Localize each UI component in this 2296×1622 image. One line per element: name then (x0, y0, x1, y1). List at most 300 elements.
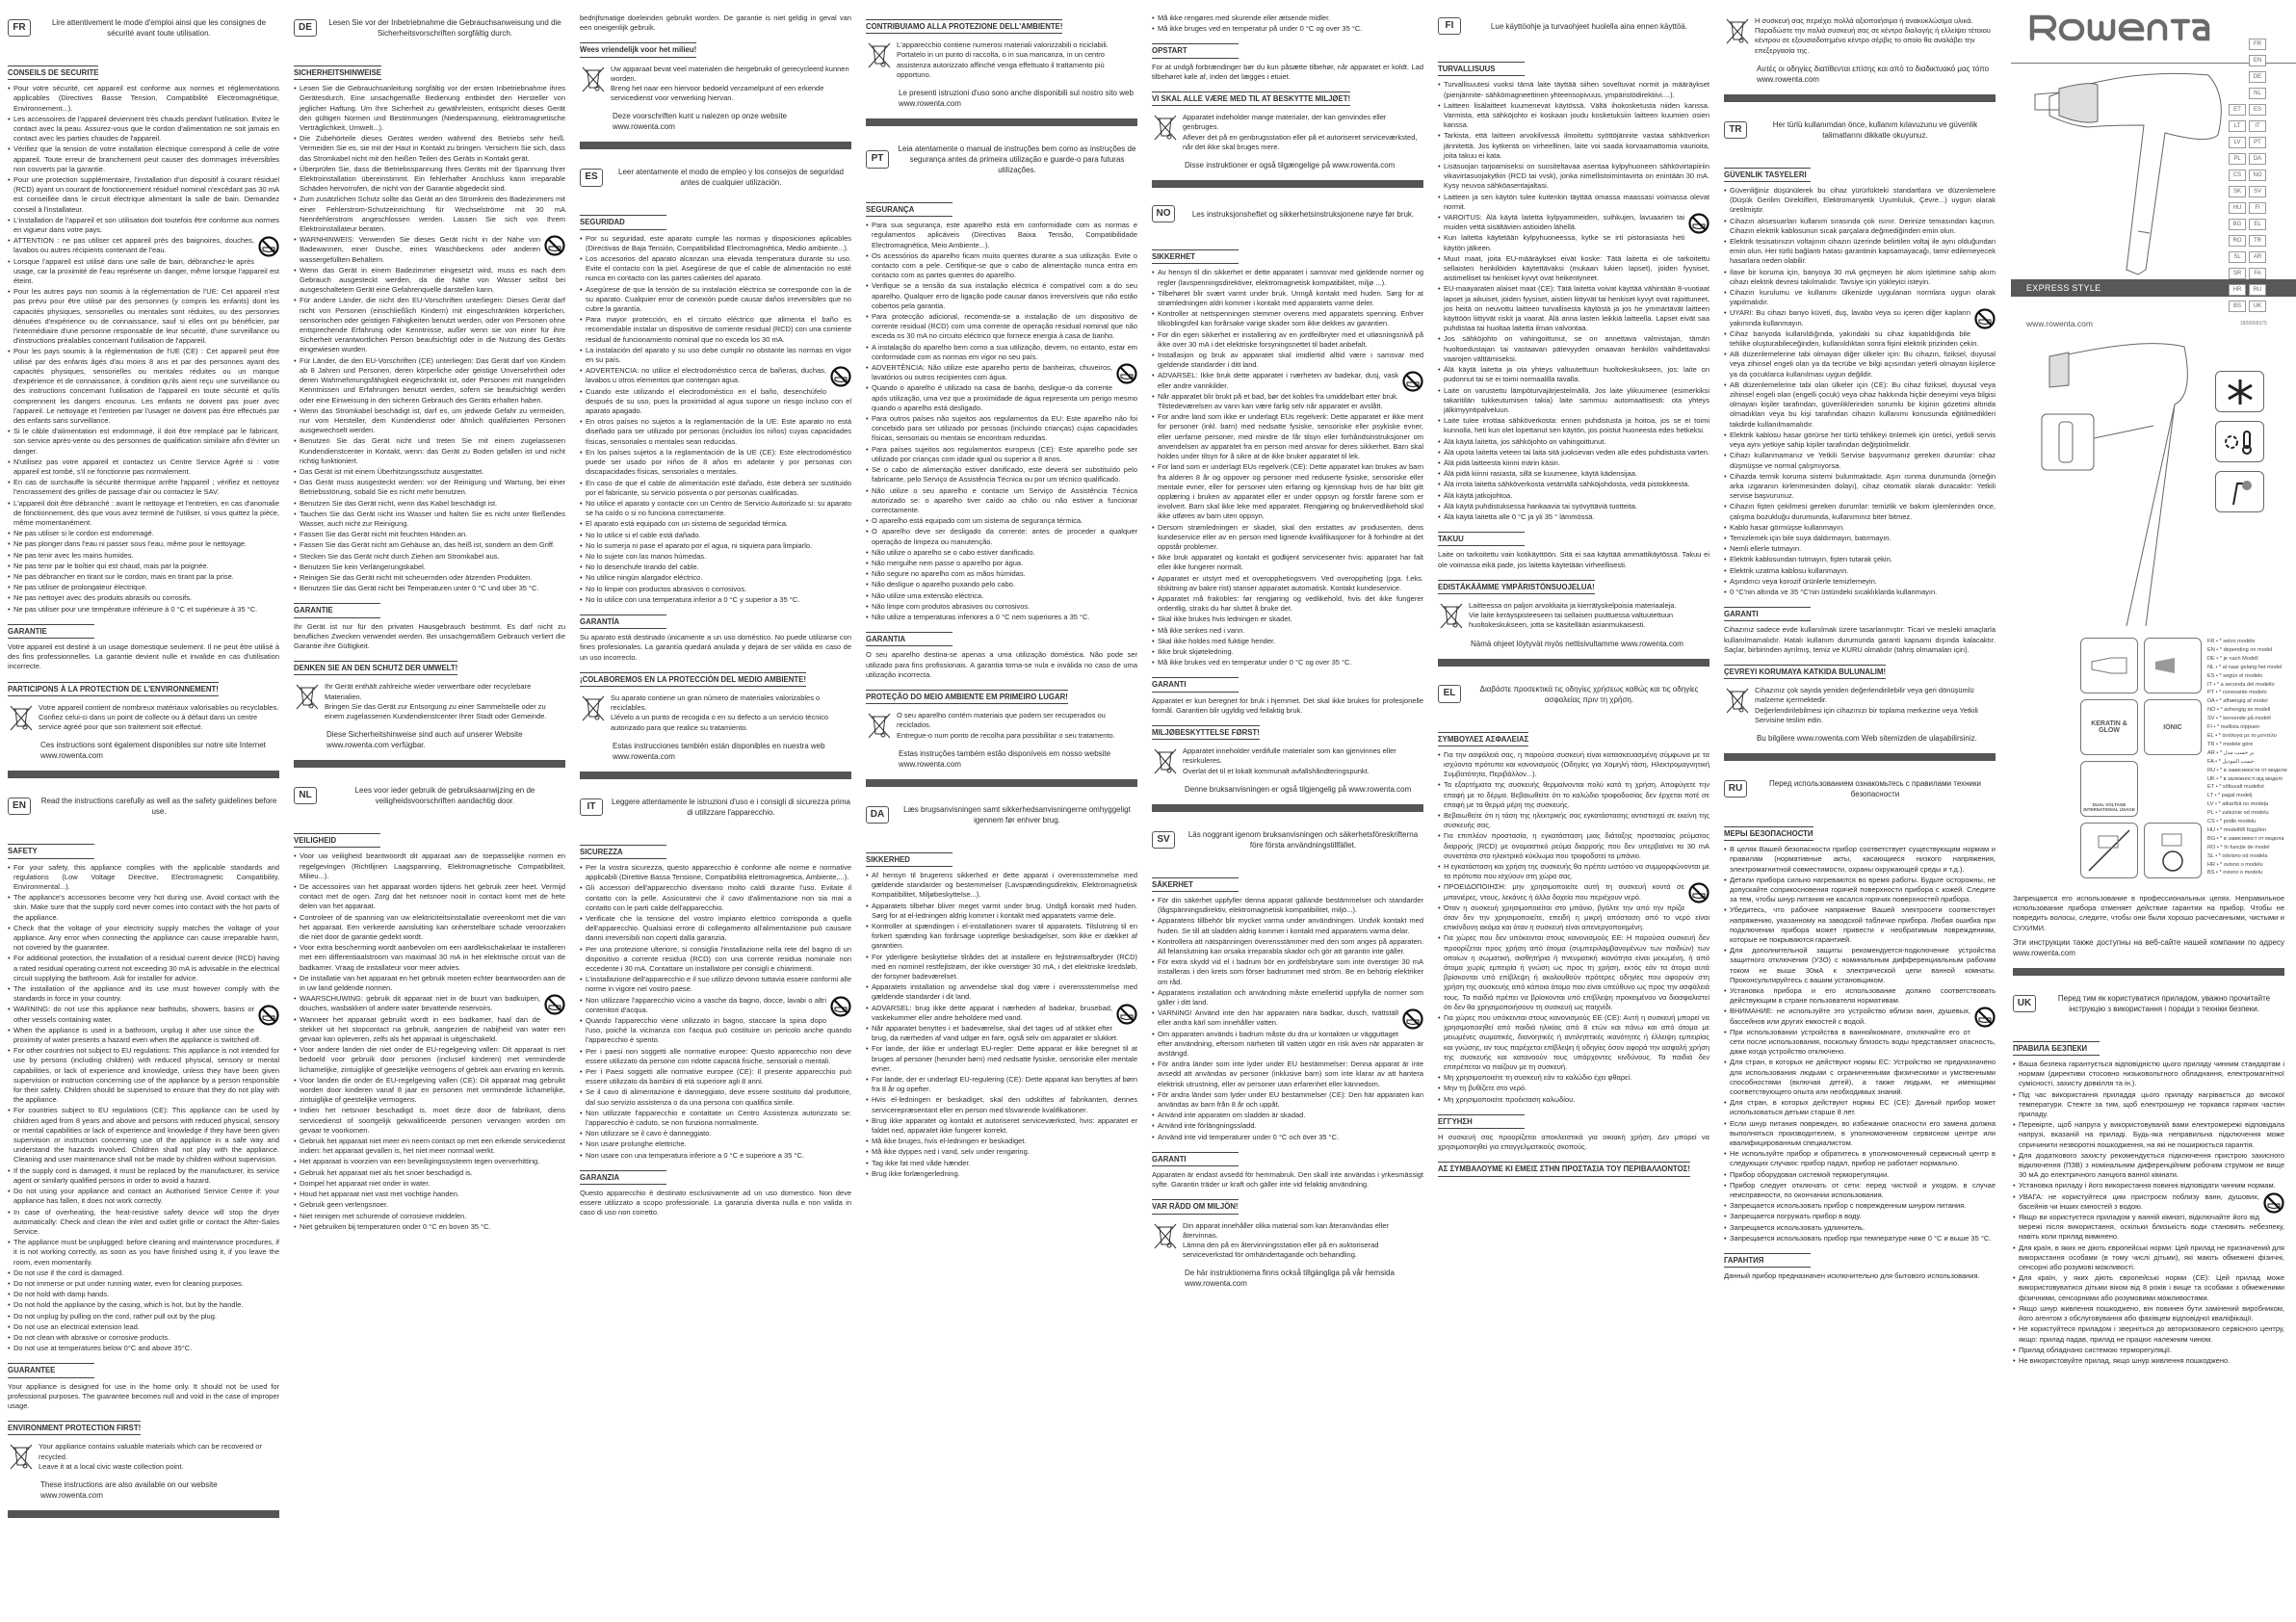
website-notice: These instructions are also available on our website www.rowenta.com (40, 1479, 218, 1500)
list-item-text: Laitteen lisälaitteet kuumenevat käytössä. Vältä ihokosketusta niiden kanssa. Varmista, että sähköjohto ei koskaan joudu kosketuksiin laitteen kuumien osien kanssa. (1444, 100, 1709, 130)
list-item (1438, 469, 1709, 479)
section-divider-bar (8, 771, 279, 778)
language-intro (8, 796, 279, 817)
safety-list (1438, 80, 1709, 522)
list-item-text: Jos sähköjohto on vahingoittunut, se on annettava valmistajan, tämän huoltoedustajan tai vastaavan pätevyyden omaavan henkilön vaihdettavaksi vaarojen välttämiseksi. (1444, 334, 1709, 363)
list-item (8, 216, 279, 235)
list-item (2013, 1356, 2284, 1366)
intro-text: Läs noggrant igenom bruksanvisningen och säkerhetsföreskrifterna före första användningstillfället. (1187, 829, 1419, 850)
language-badge: TR (1724, 121, 1747, 139)
language-index-item[interactable]: DA (2249, 153, 2266, 165)
list-item-text: No lo desenchufe tirando del cable. (586, 562, 699, 572)
list-item (2013, 1304, 2284, 1323)
list-item-text: En caso de que el cable de alimentación esté dañado, éste deberá ser sustituido por el fabricante, su servicio posventa o por personas cualificadas. (586, 478, 851, 497)
list-item (1724, 217, 1996, 236)
list-item-text: For other countries not subject to EU regulations: This appliance is not intended for use by persons (including children) with reduced physical, sensory or mental capabilities, or lack of experience and knowledge, unless they have been given supervision or instruction concerning use of the appliance by a person responsible for their safety. Children should be supervised to ensure that they do not play with the appliance. (13, 1046, 279, 1105)
list-item (866, 343, 1137, 362)
list-item-text: EU-maayaraten alaiset maat (CE): Tätä laitetta voivat käyttää vähintään 8-vuotiaat lapset ja aikuiset, joiden fyysiset, aistien liittyvät tai henkiset kyvyt ovat rajoittuneet, jos heitä on neuvottu laitteen turvallisesta käytöstä ja jos he ymmärtävät laitteen käyttöön liittyvät riskit ja vaarat. Älä anna lasten leikkiä laitteella. Lapset eivät saa puhdistaa tai huoltaa laitetta ilman valvontaa. (1444, 284, 1709, 333)
safety-list (866, 871, 1137, 1179)
language-index-item[interactable]: UK (2249, 301, 2266, 312)
list-item (1438, 416, 1709, 435)
intro-text: Leer atentamente el modo de empleo y los consejos de seguridad antes de cualquier utilización. (618, 168, 844, 188)
rowenta-logo (2028, 10, 2211, 42)
list-item (8, 1312, 279, 1321)
language-index-item[interactable]: NO (2249, 170, 2266, 181)
model-note: SV • * beroende på modell (2207, 716, 2271, 722)
list-item (866, 1169, 1137, 1179)
list-item-text: Må ikke rengøres med skurende eller ætsende midler. (1158, 13, 1331, 22)
list-item-text: ВНИМАНИЕ: не используйте это устройство вблизи ванн, душевых, бассейнов или других емкостей с водой. (1730, 1007, 1970, 1026)
language-index-item[interactable]: DE (2249, 71, 2266, 83)
list-item-text: Apparatet er utstyrt med et overopphetingsvern. Ved overoppheting (pga. f.eks. tilskitning av bakre rist) stanser apparatet automatisk. Kontakt kundeservice. (1158, 573, 1423, 592)
column-1 (8, 13, 279, 1612)
paragraph: Ihr Gerät ist nur für den privaten Hausgebrauch bestimmt. Es darf nicht zu beruflichen Zwecken verwendet werden. Bei unsachgemäßem Gebrauch verliert die Garantie ihre Gültigkeit. (294, 621, 565, 650)
section-heading-row (1152, 719, 1423, 744)
list-item (866, 1147, 1137, 1157)
weee-bin-icon (8, 1442, 35, 1471)
list-item-text: Do not use an electrical extension lead. (13, 1321, 140, 1331)
list-item-text: Запрещается использовать прибор с поврежденным шнуром питания. (1730, 1201, 1967, 1211)
list-item-text: Apparatets installation og anvendelse skal dog være i overensstemmelse med gældende standarder i dit land. (872, 982, 1137, 1002)
section-heading-row (8, 60, 279, 84)
list-item (580, 285, 851, 315)
language-index-item[interactable]: SK (2229, 186, 2246, 197)
list-item (8, 1300, 279, 1310)
list-item (1152, 351, 1423, 370)
language-badge: FR (8, 19, 31, 37)
recycling-line: Din apparat innehåller olika material som kan återanvändas eller återvinnas. (1183, 1220, 1389, 1240)
list-item (8, 1106, 279, 1164)
model-note: RU • * в зависимости от модели (2207, 767, 2287, 773)
list-item-text: Älä upota laitetta veteen tai laita sitä juoksevan veden alle edes puhdistusta varten. (1444, 447, 1709, 457)
list-item (580, 914, 851, 944)
language-index-item[interactable]: NL (2249, 88, 2266, 99)
list-item (1152, 1030, 1423, 1060)
no-bath-icon (258, 236, 279, 257)
list-item (1438, 1084, 1709, 1093)
list-item (1724, 308, 1996, 327)
list-item (8, 1269, 279, 1278)
section-divider-bar (294, 760, 565, 768)
language-index-item[interactable]: SR (2229, 268, 2246, 279)
list-item (866, 1159, 1137, 1168)
accessories-grid (2080, 638, 2202, 878)
list-item-text: Якщо шнур живлення пошкоджено, він повинен бути замінений виробником, його агентом з обслуговування або фахівцем відповідної кваліфікації. (2019, 1303, 2284, 1323)
list-item-text: İlave bir koruma için, banyoya 30 mA geçmeyen bir akım işletimine sahip akım cihazı elektrik devresi takılmalıdır. Tavsiye için yükleyici isteyin. (1730, 267, 1996, 286)
section-heading: GARANTI (1152, 1152, 1239, 1166)
recycling-line: Entregue-o num ponto de recolha para possibilitar o seu tratamento. (897, 730, 1115, 740)
list-item-text: Do not clean with abrasive or corrosive products. (13, 1332, 170, 1342)
list-item (8, 84, 279, 114)
list-item-text: Для стран, в которых действуют нормы ЕС (CE): Данный прибор может использоваться детьми старше 8 лет. (1730, 1098, 1996, 1117)
list-item (1438, 780, 1709, 810)
paragraph: For at undgå forbrændinger bør du kun påsætte tilbehør, når apparatet er koldt. Lad tilbehøret køle af, inden det lægges i etuiet. (1152, 62, 1423, 81)
list-item (1438, 437, 1709, 447)
keratin-glow-badge: KERATIN & GLOW (2080, 699, 2138, 755)
recycling-line: Apparatet inneholder verdifulle materialer som kan gjenvinnes eller resirkuleres. (1183, 746, 1396, 766)
language-index-item[interactable]: RO (2229, 235, 2246, 247)
list-item (1152, 658, 1423, 667)
intro-text: Перед тим як користуватися приладом, уважно прочитайте інструкцію з використання і поради з техніки безпеки. (2057, 993, 2271, 1013)
language-index-item[interactable]: IT (2249, 120, 2266, 132)
list-item-text: AB düzenlemelerine tabi olmayan diğer ülkeler için: Bu cihazın, fiziksel, duyusal veya zihinsel engeli olan ya da tecrübe ve bilgi açısından yeterli olmayan kişilerce ya da çocuklarca kullanılması uygun değildir. (1730, 350, 1996, 379)
list-item-text: No lo utilice con una temperatura inferior a 0 °C y superior a 35 °C. (586, 594, 800, 604)
list-item-text: Non utilizzate l'apparecchio e contattate un Centro Assistenza autorizzato se: l'apparecchio è caduto, se non funziona normalmente. (586, 1108, 851, 1128)
list-item-text: Τα εξαρτήματα της συσκευής θερμαίνονται πολύ κατά τη χρήση. Αποφύγετε την επαφή με το δέρμα. Βεβαιωθείτε ότι το καλώδιο τροφοδοσίας δεν έρχεται ποτέ σε επαφή με τα θερμά μέρη της συσκευής. (1444, 780, 1709, 809)
list-item (866, 580, 1137, 589)
language-index-item[interactable]: PL (2229, 153, 2246, 165)
language-index-item[interactable]: AR (2249, 251, 2266, 263)
intro-text: Read the instructions carefully as well as the safety guidelines before use. (40, 797, 277, 817)
list-item-text: Для країн, в яких не діють європейські норми: Цей прилад не призначений для використання особами (в тому числі дітьми), які мають обмежені фізичні, сенсорні або розумові можливості. (2019, 1243, 2284, 1272)
list-item (580, 1047, 851, 1066)
language-index-item[interactable]: RU (2249, 284, 2266, 296)
paragraph: Apparaten är endast avsedd för hemmabruk. Den skall inte användas i yrkesmässigt syfte. Garantin träder ur kraft och gäller inte vid felaktig användning. (1152, 1170, 1423, 1190)
list-item-text: 0 °C'nin altında ve 35 °C'nin üstündeki sıcaklıklarda kullanmayın. (1730, 587, 1938, 596)
website-notice: Deze voorschriften kunt u nalezen op onze website www.rowenta.com (613, 112, 787, 132)
safety-list (1152, 13, 1423, 34)
list-item-text: Se il cavo di alimentazione è danneggiato, deve essere sostituito dal produttore, dal suo servizio assistenza o da una persona con qualifica simile. (586, 1087, 851, 1107)
list-item (1152, 553, 1423, 572)
list-item (1724, 1058, 1996, 1097)
list-item (1438, 491, 1709, 501)
ionic-badge: IONIC (2144, 699, 2202, 755)
recycling-line: Vie laite keräyspisteeseen tai sellaisen puuttuessa valtuutettuun huoltokeskukseen, jotta se käsitellään asianmukaisesti. (1469, 611, 1674, 630)
language-badge: NL (294, 787, 317, 804)
list-item (1438, 101, 1709, 131)
language-index-item[interactable]: ET (2229, 104, 2246, 116)
list-item-text: Não limpe com produtos abrasivos ou corrosivos. (872, 601, 1031, 611)
list-item-text: Do not using your appliance and contact an Authorised Service Centre if: your appliance has fallen, it does not work correctly. (13, 1187, 279, 1206)
section-heading: SICHERHEITSHINWEISE (294, 65, 381, 80)
list-item (1724, 502, 1996, 521)
section-heading: PARTICIPONS À LA PROTECTION DE L'ENVIRONNEMENT! (8, 682, 219, 696)
list-item-text: Voor landen die onder de EU-regelgeving vallen (CE): Dit apparaat mag gebruikt worden door kinderen vanaf 8 jaar en personen met verminderde lichamelijke, zintuiglijke of geestelijke vermogens. (300, 1075, 565, 1105)
list-item-text: Cihazı kullanmamanız ve Yetkili Servise başvurmanız gereken durumlar: cihaz düşmüşse ve normal çalışmıyorsa. (1730, 451, 1996, 470)
list-item (1152, 412, 1423, 461)
list-item-text: No utilice ningún alargador eléctrico. (586, 573, 703, 583)
recycling-line: Su aparato contiene un gran número de materiales valorizables o reciclables. (611, 693, 821, 713)
list-item (1152, 957, 1423, 987)
list-item (1724, 1223, 1996, 1233)
list-item (1724, 1149, 1996, 1168)
list-item-text: Reinigen Sie das Gerät nicht mit scheuernden oder ätzenden Produkten. (300, 572, 533, 582)
list-item (866, 312, 1137, 342)
list-item (1438, 862, 1709, 881)
list-item (866, 871, 1137, 901)
list-item (1438, 480, 1709, 489)
list-item-text: For din egen sikkerhet er installering av en jordfeilbryter med et utløsningsnivå på ikke over 30 mA i det elektriske forsyningsnettet til badet anbefalt. (1158, 329, 1423, 349)
list-item-text: Do not use at temperatures below 0°C and above 35°C. (13, 1344, 193, 1353)
list-item-text: Stecken Sie das Gerät nicht durch Ziehen am Stromkabel aus. (300, 551, 500, 561)
list-item-text: ΠΡΟΕΙΔΟΠΟΙΗΣΗ: μην χρησιμοποιείτε αυτή τη συσκευή κοντά σε μπανιέρες, ντους, λεκάνες ή άλλα δοχεία που περιέχουν νερό. (1444, 882, 1684, 902)
list-item-text: Asegúrese de que la tensión de su instalación eléctrica se corresponde con la de su aparato. Cualquier error de conexión puede causar daños irreversibles que no cubre la garantía. (586, 284, 851, 314)
model-note: FA • * حسب الموديل (2207, 758, 2255, 765)
list-item-text: В целях Вашей безопасности прибор соответствует существующим нормам и правилам (нормативные акты, касающиеся низкого напряжения, электромагнитной совместимости, охраны окружающей среды и т.д.). (1730, 845, 1996, 874)
list-item-text: För andra länder som lyder under EU bestammelser (CE): Den här apparaten kan användas av barn från 8 år och uppåt. (1158, 1089, 1423, 1110)
list-item (1152, 647, 1423, 657)
list-item (866, 383, 1137, 413)
list-item-text: L'installation de l'appareil et son utilisation doit toutefois être conforme aux normes en vigueur dans votre pays. (13, 215, 279, 235)
model-note: FI • * mallista riippuen (2207, 724, 2260, 731)
list-item (580, 366, 851, 385)
website-notice: Denne bruksanvisningen er også tilgjengelig på www.rowenta.com (1185, 784, 1412, 794)
list-item-text: Όταν η συσκευή χρησιμοποιείται στο μπάνιο, βγάλτε την από την πρίζα όταν δεν την χρησιμοποιείτε, επειδή η μικρή απόσταση από το νερό είναι επικίνδυνη ακόμα και όταν η συσκευή είναι απενεργοποιημένη. (1444, 903, 1709, 932)
list-item (866, 902, 1137, 921)
list-item-text: The appliance's accessories become very hot during use. Avoid contact with the skin. Make sure that the supply cord never comes into contact with the hot parts of the appliance. (13, 893, 279, 922)
language-index-item[interactable]: FR (2249, 39, 2266, 50)
section-divider-bar (1152, 180, 1423, 188)
list-item-text: Do not hold with damp hands. (13, 1290, 110, 1299)
list-item-text: For andre land som ikke er underlagt EUs regelverk: Dette apparatet er ikke ment for personer (inkl. barn) med nedsatte fysiske, sensoriske eller psykiske evner, eller uerfarne personer, med mindre de får tilsyn eller forhåndsinstruksjoner om anvendelsen av apparatet fra en person med ansvar for deres sikkerhet. Barn skal holdes under tilsyn for å sikre at de ikke bruker apparatet til lek. (1158, 412, 1423, 461)
list-item-text: L'appareil doit être débranché : avant le nettoyage et l'entretien, en cas d'anomalie de fonctionnement, dès que vous avez terminé de l'utiliser, si vous quittez la pièce, même momentanément. (13, 498, 279, 527)
language-intro (1438, 17, 1709, 35)
section-divider-bar (1724, 753, 1996, 761)
list-item-text: ADVERTÊNCIA: Não utilize este aparelho perto de banheiras, chuveiros, lavatórios ou outros recipientes com água. (872, 363, 1112, 382)
language-index (2229, 39, 2266, 312)
recycling-line: Aflever det på en genbrugsstation eller på et autoriseret serviceværksted, når det ikke skal bruges mere. (1183, 132, 1418, 151)
list-item-text: Η εγκατάσταση και χρήση της συσκευής θα πρέπει ωστόσο να συμμορφώνονται με τα πρότυπα που ισχύουν στη χώρα σας. (1444, 862, 1709, 881)
weee-bin-icon (1152, 746, 1179, 775)
language-index-item[interactable]: EN (2249, 55, 2266, 66)
list-item (580, 1129, 851, 1138)
list-item (2013, 1213, 2284, 1243)
list-item-text: Якщо ви користуєтеся приладом у ванній кімнаті, відключайте його від мережі після використання, оскільки близькість води становить небезпеку, навіть коли прилад вимкнено. (2019, 1213, 2284, 1242)
section-heading: MILJØBESKYTTELSE FØRST! (1152, 725, 1260, 740)
list-item-text: VAROITUS: Älä käytä laitetta kylpyammeiden, suihkujen, lavuaarien tai muiden vettä sisältävien astioiden lähellä. (1444, 213, 1684, 232)
model-note: HR • * ovisno o modelu (2207, 861, 2263, 868)
list-item-text: УВАГА: не користуйтеся цим пристроєм поблизу ванн, душових, басейнів чи інших ємностей з водою. (2019, 1191, 2259, 1211)
list-item-text: No utilice el aparato y contacte con un Centro de Servicio Autorizado si: su aparato se ha caído o si no funciona correctamente. (586, 498, 851, 518)
recycling-line: O seu aparelho contém materiais que podem ser recuperados ou reciclados. (897, 711, 1106, 730)
list-item-text: Não desligue o aparelho puxando pelo cabo. (872, 580, 1015, 589)
list-item-text: Elektrik uzatma kablosu kullanmayın. (1730, 565, 1849, 575)
section-heading: ΕΓΓΥΗΣΗ (1438, 1114, 1525, 1129)
list-item (580, 1151, 851, 1161)
language-index-item[interactable]: PT (2249, 137, 2266, 148)
section-heading: GÜVENLIK TASYELERI (1724, 168, 1811, 182)
model-note: EN • * depending on model (2207, 646, 2273, 653)
language-index-item[interactable]: TR (2249, 235, 2266, 247)
list-item-text: Benutzen Sie kein Verlängerungskabel. (300, 562, 426, 571)
list-item (1724, 472, 1996, 502)
no-cord-wrap-thumb (2080, 823, 2138, 878)
list-item-text: Wanneer het apparaat gebruikt wordt in een badkamer, haal dan de stekker uit het stopcontact na gebruik, aangezien de nabijheid van water een gevaar kan opleveren, zelfs als het apparaat is uitgeschakeld. (300, 1014, 565, 1044)
language-index-item[interactable]: SV (2249, 186, 2266, 197)
list-item-text: Skal ikke brukes hvis ledningen er skadet. (1158, 615, 1292, 624)
list-item (1724, 288, 1996, 307)
hair-dryer-illustration (2030, 67, 2223, 279)
language-index-item[interactable]: EL (2249, 219, 2266, 230)
list-item-text: Μη χρησιμοποιείτε προέκταση καλωδίου. (1444, 1094, 1576, 1104)
list-item (8, 1208, 279, 1238)
list-item-text: Для стран, в которых не действуют нормы ЕС: Устройство не предназначено для использования людьми с ограниченными физическими и умственными способностями (включая детей), а также людьми, не имеющими соответствующего опыта или необходимых знаний. (1730, 1058, 1996, 1097)
list-item-text: Do not immerse or put under running water, even for cleaning purposes. (13, 1278, 244, 1288)
list-item (1438, 334, 1709, 364)
language-index-item[interactable]: LV (2229, 137, 2246, 148)
list-item-text: Ne pas utiliser pour une température inférieure à 0 °C et supérieure à 35 °C. (13, 604, 258, 614)
list-item-text: При использовании устройства в ваннойкомнате, отключайте его от сети после использования, поскольку близость воды представляет опасность, даже когда устройство отключено. (1730, 1027, 1996, 1057)
intro-text: Διαβάστε προσεκτικά τις οδηγίες χρήσεως καθώς και τις οδηγίες ασφαλείας πριν τη χρήση. (1479, 684, 1699, 704)
list-item (1152, 330, 1423, 350)
no-bath-icon (2263, 1192, 2284, 1214)
list-item-text: Gebruik geen verlengsnoer. (300, 1200, 389, 1210)
list-item-text: Hvis el-ledningen er beskadiget, skal den udskiftes af fabrikanten, dennes servicerepræsentant eller en person med tilsvarende kvalifikationer. (872, 1095, 1137, 1114)
language-index-item[interactable]: BS (2229, 301, 2246, 312)
list-item-text: Kontrollera att nätspänningen överensstämmer med den som anges på apparaten. All felanslutning kan orsaka irreparabla skador och gör att garantin inte gäller. (1158, 936, 1423, 955)
language-index-item[interactable]: FA (2249, 268, 2266, 279)
list-item (866, 516, 1137, 526)
intro-text: Her türlü kullanımdan önce, kullanım kılavuzunu ve güvenlik talimatlarını dikkatle okuyunuz. (1772, 119, 1978, 140)
list-item (1152, 392, 1423, 411)
section-heading: SIKKERHED (866, 852, 952, 867)
list-item (580, 945, 851, 975)
language-index-item[interactable]: ES (2249, 104, 2266, 116)
list-item-text: Nemli ellerle tutmayın. (1730, 544, 1802, 554)
list-item-text: Pour les autres pays non soumis à la réglementation de l'UE: Cet appareil n'est pas prévu pour être utilisé par des personnes (y compris les enfants) dont les capacités physiques, sensorielles ou mentales sont réduites, ou des personnes dénuées d'expérience ou de connaissance, sauf si elles ont pu bénéficier, par l'intermédiaire d'une personne responsable de leur sécurité, d'une surveillance ou d'instructions préalables concernant l'utilisation de l'appareil. (13, 287, 279, 346)
list-item (2013, 1192, 2284, 1212)
model-note: BS • * ovisno o modelu (2207, 870, 2262, 876)
list-item (294, 882, 565, 912)
recycling-line: Llévelo a un punto de recogida o en su defecto a un servicio técnico autorizado para que realice su tratamiento. (611, 713, 828, 732)
list-item (2013, 1181, 2284, 1190)
list-item (1152, 13, 1423, 23)
website-url[interactable]: www.rowenta.com (2026, 319, 2093, 328)
list-item-text: Benutzen Sie das Gerät nicht, wenn das Kabel beschädigt ist. (300, 498, 498, 508)
model-note: RO • * în funcție de model (2207, 844, 2270, 850)
list-item (294, 913, 565, 943)
column-7 (1724, 13, 1996, 1612)
language-index-item[interactable]: LT (2229, 120, 2246, 132)
recycling-line: Confiez celui-ci dans un point de collecte ou à défaut dans un centre service agréé pour que son traitement soit effectué. (39, 712, 258, 732)
list-item (8, 551, 279, 561)
list-item (294, 266, 565, 296)
website-notice: De här instruktionerna finns också tillgängliga på vår hemsida www.rowenta.com (1185, 1269, 1395, 1289)
list-item (1438, 193, 1709, 212)
language-badge: PT (866, 150, 889, 168)
list-item-text: Les accessoires de l'appareil deviennent très chauds pendant l'utilisation. Evitez le contact avec la peau. Assurez-vous que le cordon d'alimentation ne soit jamais en contact avec les parties chaudes de l'appareil. (13, 114, 279, 144)
no-bath-icon (544, 994, 565, 1015)
section-divider-bar (8, 1510, 279, 1518)
model-note: CS • * podle modelu (2207, 819, 2257, 825)
section-heading-row (580, 609, 851, 633)
list-item-text: Cihazda termik koruma sistemi bulunmaktadır. Aşırı ısınma durumunda (örneğin arka ızgaranın kirlenmesinden dolayı), cihaz otomatik olarak duracaktır: Yetkili servise başvurunuz. (1730, 471, 1996, 501)
list-item-text: Laite tulee irrottaa sähköverkosta: ennen puhdistusta ja hoitoa, jos se ei toimi kunnolla, heti kun olet lopettanut sen käytön, jos poistut huoneesta edes hetkeksi. (1444, 416, 1709, 435)
list-item (1724, 1234, 1996, 1243)
list-item-text: Не користуйтеся приладом і зверніться до авторизованого сервісного центру, якщо: прилад падав, прилад не працює належним чином. (2019, 1324, 2284, 1344)
list-item-text: En cas de surchauffe la sécurité thermique arrête l'appareil ; vérifiez et nettoyez l'encrassement des grilles de passage d'air ou contactez le SAV. (13, 478, 279, 497)
list-item (8, 144, 279, 174)
language-index-item[interactable]: HU (2229, 202, 2246, 214)
section-heading: GARANTÍA (580, 615, 666, 629)
language-badge: EN (8, 798, 31, 815)
section-heading: CONTRIBUIAMO ALLA PROTEZIONE DELL'AMBIENTE! (866, 19, 1062, 34)
list-item-text: Lorsque l'appareil est utilisé dans une salle de bain, débranchez-le après usage, car la proximité de l'eau représente un danger, même lorsque l'appareil est éteint. (13, 256, 279, 286)
section-heading-row (1438, 1109, 1709, 1133)
list-item (1438, 903, 1709, 933)
list-item-text: La instalación del aparato y su uso debe cumplir no obstante las normas en vigor en su país. (586, 345, 851, 365)
list-item (1438, 284, 1709, 333)
list-item-text: Não utilize a temperaturas inferiores a 0 °C nem superiores a 35 °C. (872, 612, 1090, 621)
list-item-text: For land som er underlagt EUs regelverk (CE): Dette apparatet kan brukes av barn fra alderen 8 år og oppover og personer med reduserte fysiske, sensoriske eller mentale evner, eller for personer uten erfaring og kjennskap hvis de har blitt gitt opplæring i bruken av apparatet eller er under oppsyn og forstår farene som er involvert. Barn skal ikke leke med apparatet. Rengjøring og brukervedlikehold skal ikke utføres av barn uten oppsyn. (1158, 462, 1423, 521)
list-item (294, 195, 565, 234)
list-item (1152, 1008, 1423, 1028)
list-item (294, 1106, 565, 1136)
list-item-text: ATTENTION : ne pas utiliser cet appareil près des baignoires, douches, lavabos ou autres récipients contenant de l'eau. (13, 236, 254, 255)
list-item (1438, 882, 1709, 902)
model-note: BG • * в зависимост от модела (2207, 835, 2284, 842)
recycling-notice (294, 682, 565, 721)
list-item-text: Vérifiez que la tension de votre installation électrique correspond à celle de votre appareil. Toute erreur de branchement peut causer des dommages irréversibles non couverts par la garantie. (13, 144, 279, 173)
list-item-text: No lo utilice si el cable está dañado. (586, 530, 701, 539)
list-item (1724, 544, 1996, 554)
list-item (1152, 309, 1423, 328)
list-item (1724, 1212, 1996, 1221)
list-item (8, 1344, 279, 1353)
language-intro (580, 167, 851, 188)
section-heading: SIKKERHET (1152, 249, 1239, 264)
section-heading-row (580, 839, 851, 863)
hair-dryer-controls-illustration (2030, 337, 2213, 626)
website-notice: Estas instruções também estão disponíveis em nosso website www.rowenta.com (899, 748, 1111, 769)
list-item (1438, 933, 1709, 1012)
recycling-notice (8, 703, 279, 733)
list-item-text: Af hensyn til brugerens sikkerhed er dette apparat i overensstemmelse med gældende standarder og bestemmelser (Lavspændingsdirektiv, Elektromagnetisk Kompatibilitet, Miljøbeskyttelse...). (872, 870, 1137, 900)
list-item-text: Älä käytä puhdistuksessa hankaavia tai syövyttäviä tuotteita. (1444, 501, 1637, 510)
list-item (8, 893, 279, 923)
recycling-line: Cihazınız çok sayıda yeniden değerlendirilebilir veya geri dönüşümlü malzeme içermektedir. (1755, 686, 1974, 705)
column-6 (1438, 13, 1709, 1612)
model-note: AR • * بر حسب مدل (2207, 749, 2255, 756)
list-item (1724, 566, 1996, 576)
list-item-text: Cihaz banyoda kullanıldığında, yakındaki su cihaz kapatıldığında bile tehlike oluşturabileceğinden, kullanıldıktan sonra fişini elektrik prizinden çekin. (1730, 328, 1979, 349)
cover-panel (2011, 0, 2296, 1622)
list-item-text: ADVARSEL: brug ikke dette apparat i nærheden af badekar, brusebad, vaskekummer eller andre beholdere med vand. (872, 1003, 1112, 1022)
list-item (866, 559, 1137, 568)
section-heading-row (1724, 601, 1996, 625)
list-item (1438, 512, 1709, 522)
list-item (8, 924, 279, 954)
list-item (1152, 916, 1423, 935)
safety-list (580, 234, 851, 605)
language-index-item[interactable]: SL (2229, 251, 2246, 263)
model-note: PL • * zależnie od modelu (2207, 810, 2269, 817)
language-index-item[interactable]: HR (2229, 284, 2246, 296)
list-item-text: Не використовуйте прилад, якщо шнур живлення пошкоджено. (2019, 1355, 2231, 1365)
list-item (1152, 1133, 1423, 1142)
list-item (294, 540, 565, 550)
list-item (2013, 1090, 2284, 1120)
list-item (1438, 1095, 1709, 1105)
list-item-text: Benutzen Sie das Gerät nicht und treten Sie mit einem zugelassenen Kundendienstcenter in Kontakt, wenn: das Gerät zu Boden gefallen ist und nicht richtig funktioniert. (300, 436, 565, 465)
recycling-notice (580, 693, 851, 733)
model-note: LT • * pagal modelį (2207, 793, 2253, 799)
list-item-text: Ikke bruk apparatet og kontakt et godkjent servicesenter hvis: apparatet har falt eller ikke fungerer normalt. (1158, 553, 1423, 572)
list-item-text: UYARI: Bu cihazı banyo küveti, duş, lavabo veya su içeren diğer kapların yakınında kullanmayın. (1730, 308, 1970, 327)
website-notice: Nämä ohjeet löytyvät myös nettisivultamme www.rowenta.com (1471, 639, 1683, 648)
language-index-item[interactable]: CS (2229, 170, 2246, 181)
language-index-item[interactable]: FI (2249, 202, 2266, 214)
list-item-text: Tag ikke fat med våde hænder. (872, 1158, 971, 1167)
list-item-text: WARNHINWEIS: Verwenden Sie dieses Gerät nicht in der Nähe von Badewannen, einer Dusche, eines Waschbeckens oder anderen wassergefüllten Behältern. (300, 235, 540, 264)
recycling-notice (866, 40, 1137, 80)
list-item-text: Quando l'apparecchio viene utilizzato in bagno, staccare la spina dopo l'uso, poiché la vicinanza con l'acqua può costituire un pericolo anche quando l'apparecchio è spento. (586, 1016, 851, 1045)
list-item (1152, 637, 1423, 646)
list-item (2013, 1151, 2284, 1181)
language-badge: UK (2013, 995, 2036, 1012)
paragraph: Laite on tarkoitettu vain kotikäyttöön. Sitä ei saa käyttää ammattikäytössä. Takuu ei ole voimassa eikä pade, jos laitetta käytetään virheellisesti. (1438, 550, 1709, 569)
language-index-item[interactable]: BG (2229, 219, 2246, 230)
